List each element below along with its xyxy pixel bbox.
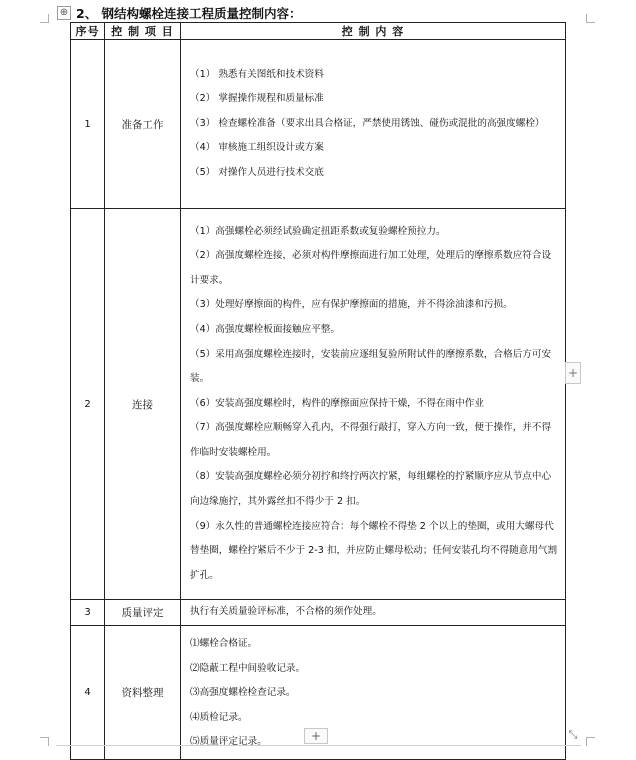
header-control-content: 控 制 内 容 — [181, 23, 566, 40]
content-line: ⑶高强度螺栓检查记录。 — [190, 687, 296, 699]
content-line: （4）高强度螺栓板面接触应平整。 — [190, 323, 341, 335]
content-line: ⑸质量评定记录。 — [190, 736, 267, 748]
content-line: （2）高强度螺栓连接，必须对构件摩擦面进行加工处理，处理后的摩擦系数应符合设计要求。 — [190, 250, 552, 286]
add-row-icon[interactable]: + — [304, 728, 328, 744]
content-line: （1） 熟悉有关图纸和技术资料 — [190, 68, 324, 80]
content-line: （6）安装高强度螺栓时，构件的摩擦面应保持干燥，不得在雨中作业 — [190, 397, 484, 409]
content-line: ⑴螺栓合格证。 — [190, 638, 258, 650]
row-no: 4 — [71, 625, 105, 759]
row-item: 质量评定 — [105, 600, 181, 626]
page-corner-mark — [586, 14, 595, 23]
table-header-row — [71, 23, 566, 40]
content-line: 执行有关质量验评标准，不合格的须作处理。 — [190, 606, 382, 617]
header-no: 序号 — [71, 23, 105, 40]
add-column-icon[interactable]: + — [565, 362, 581, 384]
row-content — [181, 600, 566, 626]
table-move-handle-icon[interactable]: ⊕ — [57, 6, 71, 20]
row-no: 1 — [71, 40, 105, 209]
section-heading: 2、 钢结构螺栓连接工程质量控制内容： — [76, 6, 302, 21]
table-row — [71, 40, 566, 209]
quality-control-table — [70, 22, 566, 760]
content-line: （2） 掌握操作规程和质量标准 — [190, 93, 324, 105]
header-control-item: 控 制 项 目 — [105, 23, 181, 40]
row-content — [181, 40, 566, 209]
row-item: 资料整理 — [105, 625, 181, 759]
page-corner-mark — [586, 737, 595, 746]
page-corner-mark — [40, 14, 49, 23]
content-line: （4） 审核施工组织设计或方案 — [190, 142, 324, 154]
table-resize-icon[interactable]: ⤡ — [568, 728, 578, 741]
row-item: 连接 — [105, 209, 181, 600]
row-item: 准备工作 — [105, 40, 181, 209]
table-row — [71, 600, 566, 626]
row-no: 3 — [71, 600, 105, 626]
table-row — [71, 209, 566, 600]
content-line: ⑷质检记录。 — [190, 711, 248, 723]
content-line: ⑵隐蔽工程中间验收记录。 — [190, 662, 306, 674]
page-corner-mark — [40, 737, 49, 746]
content-line: （7）高强度螺栓应顺畅穿入孔内，不得强行敲打，穿入方向一致，便于操作，并不得作临时安装螺栓用。 — [190, 422, 552, 458]
content-line: （3） 检查螺栓准备（要求出具合格证，严禁使用锈蚀、碰伤或混批的高强度螺栓） — [190, 117, 545, 129]
content-line: （5） 对操作人员进行技术交底 — [190, 166, 324, 178]
content-line: （9）永久性的普通螺栓连接应符合：每个螺栓不得垫 2 个以上的垫圈，或用大螺母代替垫圈，螺栓拧紧后不少于 2-3 扣，并应防止螺母松动；任何安装孔均不得随意用气割扩孔。 — [190, 520, 558, 581]
table-bottom-edge — [56, 745, 581, 746]
row-no: 2 — [71, 209, 105, 600]
content-line: （3）处理好摩擦面的构件，应有保护摩擦面的措施，并不得涂油漆和污损。 — [190, 299, 513, 311]
content-line: （8）安装高强度螺栓必须分初拧和终拧两次拧紧，每组螺栓的拧紧顺序应从节点中心向边缘施拧，其外露丝扣不得少于 2 扣。 — [190, 471, 552, 508]
content-line: （1）高强螺栓必须经试验确定扭距系数或复验螺栓预拉力。 — [190, 225, 446, 237]
row-content — [181, 625, 566, 759]
content-line: （5）采用高强度螺栓连接时，安装前应逐组复验所附试件的摩擦系数，合格后方可安装。 — [190, 348, 552, 385]
row-content — [181, 209, 566, 600]
